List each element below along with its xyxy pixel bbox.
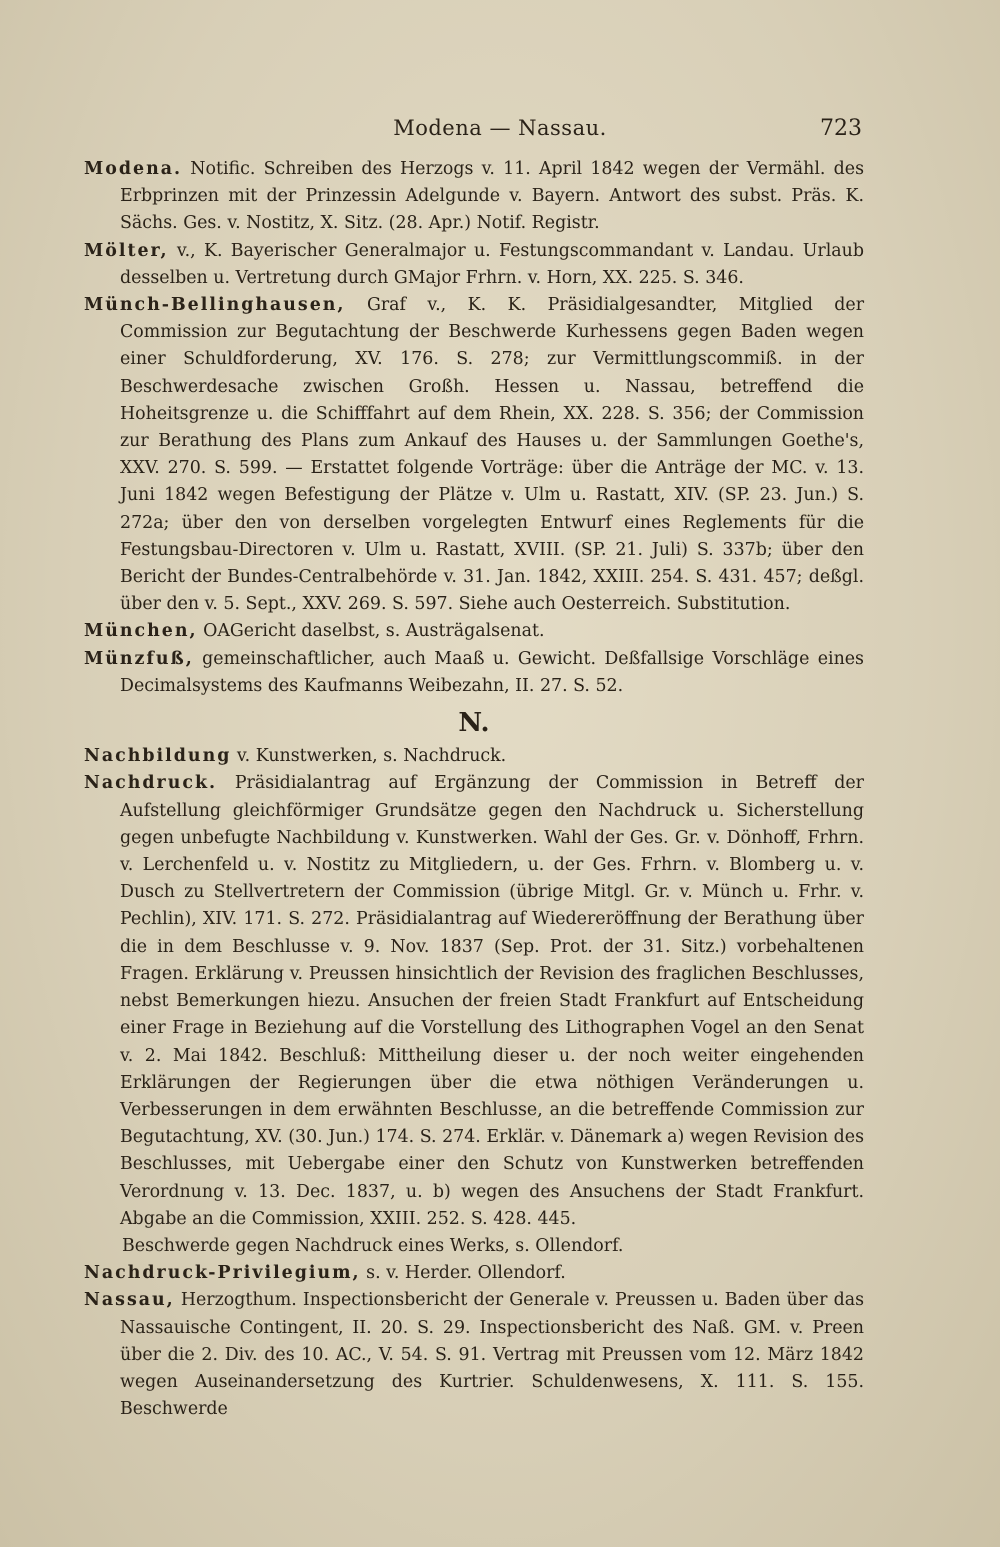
index-entry-nassau (84, 1287, 864, 1423)
entry-text: gemeinschaftlicher, auch Maaß u. Gewicht. Deßfallsige Vorschläge eines Decimalsystems des Kaufmanns Weibezahn, II. 27. S. 52. (120, 648, 864, 696)
index-entry-muenchen (84, 618, 864, 645)
index-body (84, 156, 864, 1423)
index-entry-nachbildung (84, 743, 864, 770)
index-entry-muench-bellinghausen (84, 292, 864, 618)
entry-text: v., K. Bayerischer Generalmajor u. Festungscommandant v. Landau. Urlaub desselben u. Vertretung durch GMajor Frhrn. v. Horn, XX. 225. S. 346. (120, 240, 864, 288)
section-letter: N. (458, 708, 490, 739)
entry-keyword: München, (84, 621, 198, 642)
entry-text: Beschwerde gegen Nachdruck eines Werks, s. Ollendorf. (122, 1235, 624, 1256)
entry-text: OAGericht daselbst, s. Austrägalsenat. (203, 621, 545, 642)
entry-keyword: Modena. (84, 159, 183, 179)
entry-keyword: Nachbildung (84, 746, 232, 767)
index-entry-modena (84, 156, 864, 238)
entry-text: Herzogthum. Inspectionsbericht der Generale v. Preussen u. Baden über das Nassauische Contingent, II. 20. S. 29. Inspectionsbericht des Naß. GM. v. Preen über die 2. Div. des 10. AC., V. 54. S. 91. Vertrag mit Preussen vom 12. März 1842 wegen Auseinandersetzung des Kurtrier. Schuldenwesens, X. 111. S. 155. Beschwerde (120, 1290, 864, 1420)
entry-text: Präsidialantrag auf Ergänzung der Commission in Betreff der Aufstellung gleichförmiger Grundsätze gegen den Nachdruck u. Sicherstellung gegen unbefugte Nachbildung v. Kunstwerken. Wahl der Ges. Gr. v. Dönhoff, Frhrn. v. Lerchenfeld u. v. Nostitz zu Mitgliedern, u. der Ges. Frhrn. v. Blomberg u. v. Dusch zu Stellvertretern der Commission (übrige Mitgl. Gr. v. Münch u. Frhr. v. Pechlin), XIV. 171. S. 272. Präsidialantrag auf Wiedereröffnung der Berathung über die in dem Beschlusse v. 9. Nov. 1837 (Sep. Prot. der 31. Sitz.) vorbehaltenen Fragen. Erklärung v. Preussen hinsichtlich der Revision des fraglichen Beschlusses, nebst Bemerkungen hiezu. Ansuchen der freien Stadt Frankfurt auf Entscheidung einer Frage in Beziehung auf die Vorstellung des Lithographen Vogel an den Senat v. 2. Mai 1842. Beschluß: Mittheilung dieser u. der noch weiter eingehenden Erklärungen der Regierungen über die etwa nöthigen Veränderungen u. Verbesserungen in dem erwähnten Beschlusse, an die betreffende Commission zur Begutachtung, XV. (30. Jun.) 174. S. 274. Erklär. v. Dänemark a) wegen Revision des Beschlusses, mit Uebergabe einer den Schutz von Kunstwerken betreffenden Verordnung v. 13. Dec. 1837, u. b) wegen des Ansuchens der Stadt Frankfurt. Abgabe an die Commission, XXIII. 252. S. 428. 445. (120, 773, 864, 1229)
index-entry-muenzfuss (84, 646, 864, 700)
entry-text: v. Kunstwerken, s. Nachdruck. (236, 746, 507, 767)
entry-keyword: Nassau, (84, 1290, 175, 1311)
index-entry-nachdruck (84, 770, 864, 1232)
entry-keyword: Nachdruck. (84, 773, 218, 794)
running-title: Modena — Nassau. (393, 116, 607, 140)
entry-text: s. v. Herder. Ollendorf. (366, 1263, 566, 1284)
entry-keyword: Münch-Bellinghausen, (84, 295, 346, 316)
entry-keyword: Münzfuß, (84, 648, 194, 669)
index-entry-moelter (84, 238, 864, 292)
index-subentry-nachdruck-beschwerde (84, 1233, 864, 1260)
entry-text: Graf v., K. K. Präsidialgesandter, Mitglied der Commission zur Begutachtung der Beschwerde Kurhessens gegen Baden wegen einer Schuldforderung, XV. 176. S. 278; zur Vermittlungscommiß. in der Beschwerdesache zwischen Großh. Hessen u. Nassau, betreffend die Hoheitsgrenze u. die Schifffahrt auf dem Rhein, XX. 228. S. 356; der Commission zur Berathung des Plans zum Ankauf des Hauses u. der Sammlungen Goethe's, XXV. 270. S. 599. — Erstattet folgende Vorträge: über die Anträge der MC. v. 13. Juni 1842 wegen Befestigung der Plätze v. Ulm u. Rastatt, XIV. (SP. 23. Jun.) S. 272a; über den von derselben vorgelegten Entwurf eines Reglements für die Festungsbau-Directoren v. Ulm u. Rastatt, XVIII. (SP. 21. Juli) S. 337b; über den Bericht der Bundes-Centralbehörde v. 31. Jan. 1842, XXIII. 254. S. 431. 457; deßgl. über den v. 5. Sept., XXV. 269. S. 597. Siehe auch Oesterreich. Substitution. (120, 295, 865, 615)
entry-keyword: Mölter, (84, 240, 169, 261)
page-number: 723 (820, 116, 862, 141)
entry-keyword: Nachdruck-Privilegium, (84, 1263, 361, 1284)
page-header (0, 116, 1000, 146)
index-entry-nachdruck-privilegium (84, 1260, 864, 1287)
entry-text: Notific. Schreiben des Herzogs v. 11. April 1842 wegen der Vermähl. des Erbprinzen mit der Prinzessin Adelgunde v. Bayern. Antwort des subst. Präs. K. Sächs. Ges. v. Nostitz, X. Sitz. (28. Apr.) Notif. Registr. (120, 159, 864, 234)
